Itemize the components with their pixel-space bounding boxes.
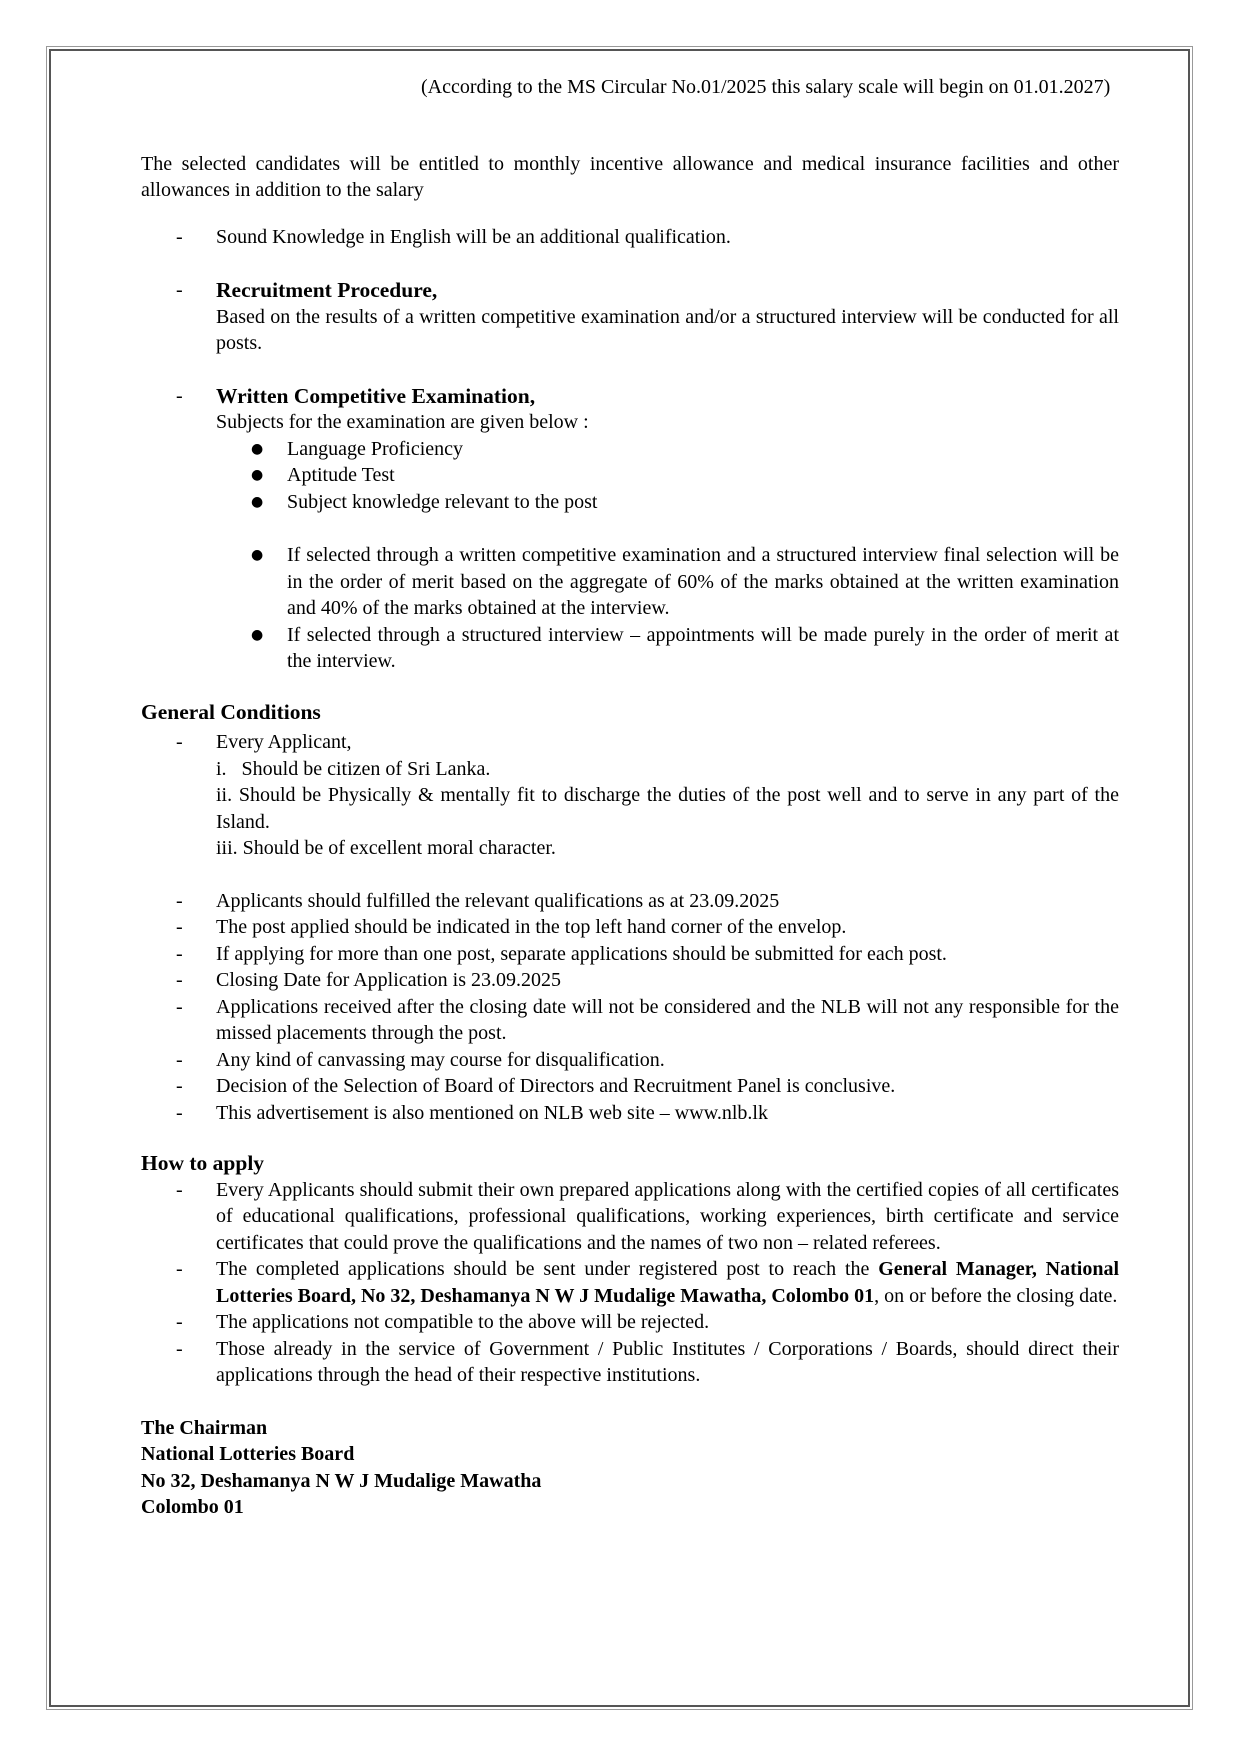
circular-note: (According to the MS Circular No.01/2025 this salary scale will begin on 01.01.2027) — [421, 76, 1111, 98]
exam-subject: Subject knowledge relevant to the post — [287, 490, 598, 513]
dash-marker: - — [176, 1337, 183, 1360]
condition-text: The post applied should be indicated in the top left hand corner of the envelop. — [216, 916, 847, 938]
signature-address: No 32, Deshamanya N W J Mudalige Mawatha — [141, 1469, 542, 1492]
dash-marker: - — [176, 1311, 183, 1333]
condition-text: Applicants should fulfilled the relevant qualifications as at 23.09.2025 — [216, 889, 780, 912]
general-conditions-heading: General Conditions — [141, 699, 321, 724]
english-qualification-item — [141, 224, 1119, 251]
list-item — [141, 967, 1119, 994]
dash-marker: - — [176, 995, 183, 1018]
dash-marker: - — [176, 916, 183, 938]
dash-marker: - — [176, 1258, 183, 1280]
dash-marker: - — [176, 1101, 183, 1124]
dash-marker: - — [176, 279, 183, 301]
list-item — [247, 622, 1119, 675]
list-item — [141, 941, 1119, 968]
list-item — [141, 1177, 1119, 1257]
applicant-requirement: iii. Should be of excellent moral character. — [216, 837, 556, 859]
dash-marker: - — [176, 731, 183, 753]
apply-instruction-post: , on or before the closing date. — [874, 1284, 1118, 1307]
list-item — [247, 462, 1119, 489]
condition-text: Any kind of canvassing may course for disqualification. — [216, 1048, 665, 1071]
signature-block — [141, 1415, 1119, 1521]
apply-instruction: Every Applicants should submit their own prepared applications along with the certified copies of all certificates of educational qualifications, professional qualifications, working experiences, birth certificate and service certificates that could prove the qualifications and the names of two non – related referees. — [216, 1178, 1119, 1254]
incentive-paragraph: The selected candidates will be entitled to monthly incentive allowance and medical insurance facilities and other allowances in addition to the salary — [141, 152, 1119, 201]
list-item — [141, 914, 1119, 941]
every-applicant-item — [141, 729, 1119, 862]
dash-marker: - — [176, 384, 183, 407]
recruitment-procedure-section — [141, 277, 1119, 357]
condition-text: If applying for more than one post, separate applications should be submitted for each post. — [216, 942, 947, 965]
english-qualification-text: Sound Knowledge in English will be an additional qualification. — [216, 225, 731, 248]
apply-instruction-pre: The completed applications should be sent under registered post to reach the — [216, 1258, 879, 1280]
written-exam-section — [141, 383, 1119, 436]
apply-instruction — [216, 1256, 1119, 1309]
written-exam-intro: Subjects for the examination are given below : — [216, 411, 589, 433]
dash-marker: - — [176, 225, 183, 248]
bullet-dot: ● — [251, 493, 264, 510]
bullet-dot: ● — [251, 440, 264, 457]
dash-marker: - — [176, 1048, 183, 1071]
list-item — [141, 1309, 1119, 1336]
recruitment-procedure-text: Based on the results of a written competitive examination and/or a structured interview will be conducted for all posts. — [216, 305, 1119, 354]
condition-text: This advertisement is also mentioned on NLB web site – www.nlb.lk — [216, 1101, 768, 1124]
dash-marker: - — [176, 889, 183, 912]
bullet-dot: ● — [251, 626, 264, 643]
how-to-apply-heading: How to apply — [141, 1151, 265, 1175]
list-item — [247, 436, 1119, 463]
list-item — [247, 542, 1119, 622]
list-item — [141, 1047, 1119, 1074]
exam-subject: Language Proficiency — [287, 437, 464, 460]
list-item — [141, 1073, 1119, 1100]
selection-rule: If selected through a structured interview – appointments will be made purely in the order of merit at the interview. — [287, 623, 1119, 672]
dash-marker: - — [176, 969, 183, 991]
list-item — [141, 1100, 1119, 1127]
document-body — [141, 74, 1119, 1521]
list-item — [247, 489, 1119, 516]
recruitment-procedure-heading: Recruitment Procedure, — [216, 278, 438, 302]
signature-city: Colombo 01 — [141, 1496, 244, 1518]
bullet-dot: ● — [251, 467, 264, 483]
applicant-requirement: i. Should be citizen of Sri Lanka. — [216, 757, 491, 780]
dash-marker: - — [176, 1178, 183, 1201]
condition-text: Closing Date for Application is 23.09.2025 — [216, 969, 561, 991]
signature-org: National Lotteries Board — [141, 1443, 355, 1465]
list-item — [141, 1336, 1119, 1389]
written-exam-heading: Written Competitive Examination, — [216, 383, 536, 408]
every-applicant-intro: Every Applicant, — [216, 731, 352, 753]
list-item — [141, 1256, 1119, 1309]
applicant-requirement: ii. Should be Physically & mentally fit to discharge the duties of the post well and to serve in any part of the Island. — [216, 784, 1119, 833]
dash-marker: - — [176, 1075, 183, 1097]
signature-title: The Chairman — [141, 1416, 268, 1439]
mailing-address-bold: General Manager, National Lotteries Board, No 32, Deshamanya N W J Mudalige Mawatha, Colombo 01 — [216, 1258, 1120, 1307]
list-item — [141, 888, 1119, 915]
dash-marker: - — [176, 942, 183, 965]
condition-text: Applications received after the closing date will not be considered and the NLB will not any responsible for the missed placements through the post. — [216, 995, 1119, 1044]
exam-subject: Aptitude Test — [287, 464, 395, 486]
condition-text: Decision of the Selection of Board of Directors and Recruitment Panel is conclusive. — [216, 1075, 896, 1097]
apply-instruction: Those already in the service of Government / Public Institutes / Corporations / Boards, should direct their applications through the head of their respective institutions. — [216, 1337, 1119, 1386]
bullet-dot: ● — [251, 547, 264, 563]
list-item — [141, 994, 1119, 1047]
apply-instruction: The applications not compatible to the above will be rejected. — [216, 1311, 710, 1333]
selection-rule: If selected through a written competitive examination and a structured interview final selection will be in the order of merit based on the aggregate of 60% of the marks obtained at the written examination and 40% of the marks obtained at the interview. — [287, 544, 1119, 619]
